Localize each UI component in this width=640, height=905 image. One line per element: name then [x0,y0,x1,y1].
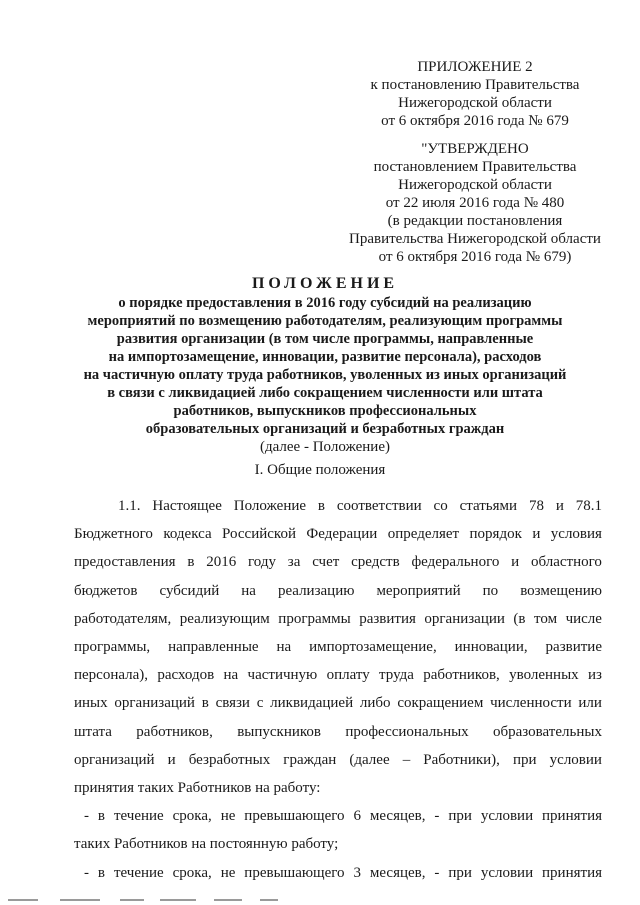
word: Работники), [423,751,500,768]
word: - [84,808,89,825]
text-line [74,492,602,520]
word: в [97,864,106,881]
word: условия [550,526,602,543]
word: счет [312,554,340,571]
word: при [448,864,472,881]
word: образовательных [493,723,602,740]
word: на [241,582,256,599]
word: профессиональных [345,723,469,740]
word: – [402,751,411,768]
paragraph-dash-6-months-last-line: таких Работников на постоянную работу; [74,836,339,853]
word: численности [490,695,572,712]
word: - [434,808,440,825]
word: Настоящее [152,498,222,514]
approved-line-6: Правительства Нижегородской области [349,231,601,247]
word: предоставления [74,554,176,571]
word: в [97,808,106,825]
word: 1.1. [118,498,141,514]
word: развитие [545,639,602,656]
word: уволенных [509,667,579,684]
approved-line-5: (в редакции постановления [387,213,563,229]
text-line [74,802,602,830]
word: расходов [157,667,215,684]
text-line [74,689,602,717]
word: граждан [283,751,337,768]
word: не [220,808,236,825]
word: Федерации [306,526,378,543]
section-heading: I. Общие положения [254,462,386,478]
approved-block [330,140,620,266]
text-line [74,859,602,887]
word: и [532,526,541,543]
word: числе [565,610,602,627]
text-line [74,746,602,774]
word: принятия [542,864,602,881]
paragraph-1-1 [74,492,602,774]
word: сокращением [397,695,484,712]
word: при [448,808,472,825]
word: за [287,554,301,571]
approved-line-2: постановлением Правительства [373,159,577,175]
appendix-line-2: к постановлению Правительства [370,77,580,93]
word: импортозамещение, [309,639,437,656]
word: том [534,610,558,627]
word: с [256,695,264,712]
word: оплату [326,667,370,684]
word: в [317,498,326,514]
word: в [187,554,195,571]
word: ликвидацией [270,695,354,712]
word: по [482,582,499,599]
word: 2016 [206,554,237,571]
subtitle-note: (далее - Положение) [260,439,390,455]
word: - [84,864,89,881]
subtitle-line: образовательных организаций и безработных граждан [145,421,505,437]
word: организаций [114,695,195,712]
text-line [74,520,602,548]
text-line [74,661,602,689]
paragraph-dash-3-months [74,859,602,887]
word: принятия [542,808,602,825]
word: программы [278,610,351,627]
word: либо [359,695,391,712]
word: 78 [528,498,544,514]
body-text [74,492,602,887]
text-line [74,633,602,661]
word: статьями [459,498,518,514]
word: работодателям, [74,610,172,627]
word: из [587,667,602,684]
text-line [74,548,602,576]
word: средств [351,554,400,571]
word: или [578,695,602,712]
word: штата [74,723,112,740]
word: иных [74,695,108,712]
word: Бюджетного [74,526,153,543]
word: выпускников [237,723,321,740]
word: при [513,751,537,768]
appendix-line-3: Нижегородской области [398,95,552,111]
word: и [167,751,176,768]
word: работников, [423,667,500,684]
word: соответствии [336,498,422,514]
text-line [74,718,602,746]
word: бюджетов [74,582,138,599]
approved-line-3: Нижегородской области [398,177,552,193]
word: областного [530,554,602,571]
appendix-header [340,58,610,130]
word: месяцев, [369,808,426,825]
word: в [201,695,209,712]
paragraph-dash-6-months [74,802,602,830]
word: персонала), [74,667,149,684]
subtitle-line: развития организации (в том числе программы, направленные [116,331,534,347]
document-title-block [60,274,590,456]
word: мероприятий [376,582,461,599]
word: (далее [349,751,390,768]
subtitle-line: на частичную оплату труда работников, уволенных из иных организаций [83,367,567,383]
word: порядок [469,526,522,543]
word: и [555,498,564,514]
approved-line-7: от 6 октября 2016 года № 679) [378,249,572,265]
word: реализующим [179,610,270,627]
appendix-title: ПРИЛОЖЕНИЕ 2 [417,59,533,75]
word: и [511,554,520,571]
word: инновации, [454,639,528,656]
word: месяцев, [369,864,426,881]
word: направленные [168,639,259,656]
word: течение [113,864,164,881]
word: федерального [411,554,500,571]
scan-edge-artifact [0,896,640,905]
word: определяет [387,526,460,543]
subtitle-line: работников, выпускников профессиональных [173,403,477,419]
approved-line-4: от 22 июля 2016 года № 480 [385,195,565,211]
document-title: ПОЛОЖЕНИЕ [251,275,399,292]
word: субсидий [159,582,220,599]
word: (в [513,610,526,627]
word: развития [359,610,416,627]
word: не [220,864,236,881]
word: Российской [222,526,296,543]
subtitle-line: на импортозамещение, инновации, развитие персонала), расходов [108,349,542,365]
appendix-line-4: от 6 октября 2016 года № 679 [381,113,569,129]
word: возмещению [520,582,602,599]
word: течение [113,808,164,825]
word: реализацию [277,582,355,599]
word: программы, [74,639,151,656]
word: превышающего [244,864,345,881]
word: безработных [188,751,271,768]
approved-title: "УТВЕРЖДЕНО [421,141,529,157]
word: 78.1 [575,498,602,514]
word: на [223,667,239,684]
word: превышающего [244,808,345,825]
text-line [74,577,602,605]
text-line [74,605,602,633]
word: Положение [233,498,307,514]
subtitle-line: о порядке предоставления в 2016 году субсидий на реализацию [118,295,532,311]
word: организации [424,610,505,627]
word: условии [549,751,602,768]
word: связи [215,695,250,712]
word: 3 [353,864,361,881]
word: частичную [247,667,318,684]
word: на [276,639,292,656]
word: срока, [172,864,212,881]
word: 6 [353,808,361,825]
subtitle-line: мероприятий по возмещению работодателям, реализующим программы [87,313,563,329]
subtitle-line: в связи с ликвидацией либо сокращением численности или штата [107,385,543,401]
word: организаций [74,751,155,768]
word: со [433,498,448,514]
word: условии [480,864,534,881]
word: условии [480,808,534,825]
paragraph-1-1-last-line: принятия таких Работников на работу: [74,780,321,797]
word: кодекса [163,526,212,543]
word: труда [379,667,414,684]
word: году [248,554,276,571]
word: работников, [136,723,213,740]
word: срока, [172,808,212,825]
word: - [434,864,440,881]
